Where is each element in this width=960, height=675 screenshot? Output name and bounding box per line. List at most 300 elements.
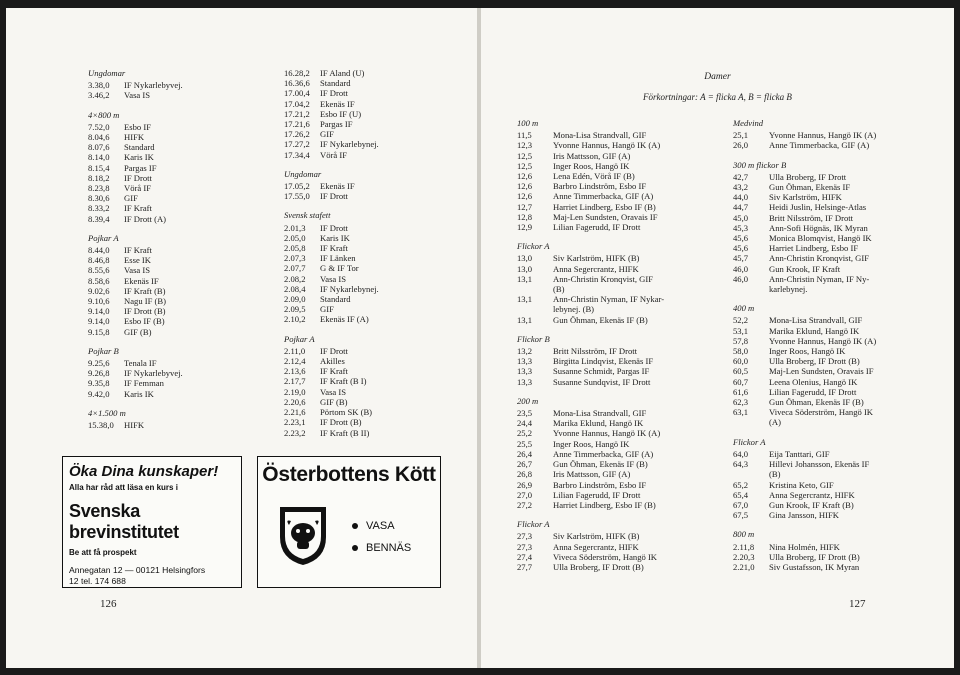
result-time: 60,5 (733, 366, 749, 377)
result-row (88, 296, 238, 306)
result-name: Anne Timmerbacka, GIF (A) (769, 140, 870, 151)
section-heading: 300 m flickor B (733, 159, 787, 170)
result-name: IF Drott (320, 345, 348, 356)
result-name: Siv Karlström, HIFK (769, 192, 842, 203)
result-time: 13,2 (517, 346, 533, 357)
result-row (88, 80, 238, 90)
result-name: Siv Gustafsson, IK Myran (769, 561, 860, 572)
result-time: 17.04,2 (284, 98, 310, 109)
result-time: 2.12,4 (284, 356, 306, 367)
result-name: Harriet Lindberg, Esbo IF (B) (553, 201, 656, 212)
result-row (88, 183, 238, 193)
result-time: 65,4 (733, 489, 749, 500)
result-row (733, 243, 938, 253)
result-name: Mona-Lisa Strandvall, GIF (769, 315, 863, 326)
ad-prospect-text: Be att få prospekt (69, 548, 137, 557)
result-time: 45,3 (733, 222, 749, 233)
result-time: 45,7 (733, 253, 749, 264)
result-time: 27,2 (517, 499, 533, 510)
result-row (284, 294, 444, 304)
result-time: 9.02,6 (88, 285, 110, 296)
result-time: 2.19,0 (284, 386, 306, 397)
result-row (284, 263, 444, 273)
result-name: Leena Olenius, Hangö IK (769, 376, 858, 387)
section-heading: Ungdomar (284, 168, 322, 179)
result-name: Vasa IS (320, 273, 347, 284)
result-row (517, 469, 722, 479)
result-row (88, 173, 238, 183)
result-name: Akilles (320, 356, 345, 367)
result-row (517, 222, 722, 232)
result-row (517, 552, 722, 562)
result-row (733, 253, 938, 263)
result-time: 46,0 (733, 273, 749, 284)
result-name: Pargas IF (124, 162, 157, 173)
result-time: 65,2 (733, 479, 749, 490)
result-time: 9.14,0 (88, 316, 110, 327)
section-heading: Medvind (733, 118, 764, 128)
result-time: 13,1 (517, 273, 533, 284)
result-name: IF Aland (U) (320, 68, 365, 78)
section-heading: Pojkar A (284, 333, 315, 344)
result-name: Inger Roos, Hangö IK (769, 346, 846, 357)
result-name: Ekenäs IF (124, 275, 159, 286)
result-row (284, 139, 444, 149)
result-time: 25,1 (733, 130, 749, 141)
result-time: 2.05,8 (284, 243, 306, 254)
section-heading: Ungdomar (88, 68, 126, 78)
result-time: 9.25,6 (88, 358, 110, 369)
result-name: Vörå IF (320, 149, 347, 160)
result-time: 9.14,0 (88, 306, 110, 317)
result-row (88, 316, 238, 326)
result-name: Vasa IS (124, 90, 151, 101)
right-results-column-1 (517, 118, 722, 572)
ad-headline: Öka Dina kunskaper! (69, 463, 219, 480)
result-row (733, 356, 938, 366)
result-row (733, 315, 938, 325)
result-time: 2.11,8 (733, 541, 755, 552)
result-row (733, 326, 938, 336)
result-name: Karis IK (320, 232, 350, 243)
result-row (517, 449, 722, 459)
result-row (284, 376, 444, 386)
result-name: Ekenäs IF (320, 181, 355, 192)
result-row (284, 366, 444, 376)
result-row (88, 193, 238, 203)
result-name: IF Drott (124, 172, 152, 183)
result-time: 17.27,2 (284, 139, 310, 150)
result-time: 13,3 (517, 376, 533, 387)
result-time: 8.30,6 (88, 193, 110, 204)
result-name: IF Drott (320, 88, 348, 99)
result-time: 8.46,8 (88, 255, 110, 266)
result-row (517, 418, 722, 428)
result-time: 2.01,3 (284, 222, 306, 233)
result-time: 12,5 (517, 160, 533, 171)
result-name: Karis IK (124, 152, 154, 163)
result-row (284, 78, 444, 88)
result-time: 8.33,2 (88, 203, 110, 214)
result-name: Gina Jansson, HIFK (769, 510, 839, 521)
result-time: 27,0 (517, 489, 533, 500)
city-item: BENNÄS (352, 537, 411, 559)
result-row (88, 163, 238, 173)
result-name: Yvonne Hannus, Hangö IK (A) (769, 130, 877, 141)
result-row (284, 346, 444, 356)
result-name: IF Nykarlebynej. (320, 139, 379, 150)
result-time: 12,7 (517, 201, 533, 212)
result-time: 26,9 (517, 479, 533, 490)
result-time: 26,8 (517, 469, 533, 480)
result-time: 13,3 (517, 356, 533, 367)
result-row (284, 119, 444, 129)
result-name: Esbo IF (124, 121, 151, 132)
result-time: 12,6 (517, 171, 533, 182)
result-name: IF Drott (320, 222, 348, 233)
ad-address: Annegatan 12 — 00121 Helsingfors (69, 565, 206, 575)
result-time: 64,3 (733, 459, 749, 470)
result-time: 2.21,6 (284, 407, 306, 418)
result-name: Ann-Christin Kronqvist, GIF (553, 273, 654, 284)
result-name: Barbro Lindström, Esbo IF (553, 479, 647, 490)
result-time: 2.08,2 (284, 273, 306, 284)
result-name: Eija Tanttari, GIF (769, 448, 830, 459)
result-row (284, 68, 444, 78)
result-row (88, 368, 238, 378)
right-page (481, 8, 954, 668)
result-time: 67,5 (733, 510, 749, 521)
result-row (517, 253, 722, 263)
result-time: 8.55,6 (88, 265, 110, 276)
ad-brand-name: Österbottens Kött (262, 463, 436, 486)
result-time: 2.07,7 (284, 263, 306, 274)
result-name: Ulla Broberg, IF Drott (B) (553, 561, 644, 572)
result-row (517, 191, 722, 201)
result-time: 27,7 (517, 561, 533, 572)
result-time: 12,3 (517, 140, 533, 151)
result-row (733, 130, 938, 140)
page-number: 127 (849, 598, 866, 610)
result-name: IF Drott (B) (320, 417, 362, 428)
result-name: Lilian Fagerudd, IF Drott (553, 222, 641, 233)
left-results-column-1 (88, 68, 238, 430)
result-name: Monica Blomqvist, Hangö IK (769, 233, 872, 244)
result-row (517, 346, 722, 356)
result-time: 27,3 (517, 531, 533, 542)
result-row (284, 274, 444, 284)
result-row (733, 336, 938, 346)
bullet-icon (352, 545, 358, 551)
result-name: IF Femman (124, 378, 164, 389)
result-time: 2.23,1 (284, 417, 306, 428)
result-row (284, 284, 444, 294)
result-row (284, 387, 444, 397)
result-time: 46,0 (733, 263, 749, 274)
result-row (517, 490, 722, 500)
result-time: 25,2 (517, 428, 533, 439)
result-time: 42,7 (733, 171, 749, 182)
result-name: Pörtom SK (B) (320, 407, 373, 418)
result-row (284, 129, 444, 139)
result-name: Ekenäs IF (A) (320, 314, 369, 325)
result-name: Gun Öhman, Ekenäs IF (B) (553, 314, 648, 325)
result-time: 2.20,3 (733, 551, 755, 562)
page-title: Damer (704, 72, 731, 82)
result-name: IF Kraft (B II) (320, 427, 370, 438)
result-row (517, 439, 722, 449)
result-time: 16.36,6 (284, 78, 310, 89)
result-time: 16.28,2 (284, 68, 310, 78)
result-time: 2.17,7 (284, 376, 306, 387)
result-row (517, 428, 722, 438)
result-row (88, 306, 238, 316)
result-time: 26,0 (733, 140, 749, 151)
result-row (733, 223, 938, 233)
result-name: GIF (320, 129, 334, 140)
section-heading: 200 m (517, 395, 539, 406)
section-heading: 800 m (733, 529, 755, 540)
result-name: Esbo IF (U) (320, 108, 362, 119)
result-name: Standard (124, 142, 155, 153)
result-row (88, 245, 238, 255)
result-name: Ulla Broberg, IF Drott (B) (769, 356, 860, 367)
result-row (517, 130, 722, 140)
result-time: 64,0 (733, 448, 749, 459)
result-name: Siv Karlström, HIFK (B) (553, 531, 640, 542)
result-row (517, 161, 722, 171)
result-time: 60,0 (733, 356, 749, 367)
ad-tagline: Alla har råd att läsa en kurs i (69, 483, 178, 492)
result-row (88, 327, 238, 337)
result-name: G & IF Tor (320, 263, 359, 274)
section-heading: Flickor A (517, 241, 550, 252)
result-name: Inger Roos, Hangö IK (553, 438, 630, 449)
result-row (733, 490, 938, 500)
result-time: 13,0 (517, 253, 533, 264)
section-heading: Flickor A (733, 436, 766, 447)
result-time: 13,3 (517, 366, 533, 377)
result-name: Viveca Söderström, Hangö IK (769, 407, 874, 418)
result-row (517, 500, 722, 510)
result-time: 12,8 (517, 211, 533, 222)
result-name: GIF (124, 193, 138, 204)
result-time: 45,6 (733, 243, 749, 254)
result-name: Vasa IS (320, 386, 347, 397)
result-time: 17.05,2 (284, 181, 310, 192)
result-name: Lena Edén, Vörå IF (B) (553, 171, 635, 182)
result-time: 12,9 (517, 222, 533, 233)
result-time: 8.39,4 (88, 213, 110, 224)
result-row (284, 253, 444, 263)
cow-emblem-icon (276, 503, 330, 567)
page-number: 126 (100, 598, 117, 610)
result-row (517, 294, 722, 304)
result-name: IF Länken (320, 253, 356, 264)
result-name: Anna Segercrantz, HIFK (553, 263, 639, 274)
result-name: IF Kraft (B) (124, 285, 166, 296)
result-name: Heidi Juslin, Helsinge-Atlas (769, 202, 867, 213)
result-time: 17.34,4 (284, 149, 310, 160)
result-row (733, 377, 938, 387)
result-name: IF Drott (320, 191, 348, 202)
result-row (88, 255, 238, 265)
result-time: 15.38,0 (88, 420, 114, 431)
result-row (88, 203, 238, 213)
result-row (284, 314, 444, 324)
result-row (284, 109, 444, 119)
result-row (284, 150, 444, 160)
result-name: Marika Eklund, Hangö IK (769, 325, 860, 336)
result-time: 13,1 (517, 294, 533, 305)
result-time: 17.55,0 (284, 191, 310, 202)
result-time: 24,4 (517, 418, 533, 429)
result-name: GIF (B) (124, 326, 152, 337)
abbreviation-note: Förkortningar: A = flicka A, B = flicka B (643, 92, 792, 102)
result-name: Gun Öhman, Ekenäs IF (769, 182, 851, 193)
result-time: 2.20,6 (284, 396, 306, 407)
result-name: IF Kraft (320, 243, 348, 254)
result-row (88, 152, 238, 162)
result-row (88, 389, 238, 399)
result-name: Marika Eklund, Hangö IK (553, 418, 644, 429)
result-row (88, 90, 238, 100)
result-row (88, 132, 238, 142)
result-time: 8.04,6 (88, 132, 110, 143)
result-name: Lilian Fagerudd, IF Drott (553, 489, 641, 500)
section-heading: 4×800 m (88, 109, 120, 120)
result-time: 13,1 (517, 314, 533, 325)
result-time: 11,5 (517, 130, 532, 141)
osterbottens-kott-advertisement (257, 456, 441, 588)
result-time: 23,5 (517, 408, 533, 419)
result-name: Susanne Sundqvist, IF Drott (553, 376, 651, 387)
result-time: 9.10,6 (88, 296, 110, 307)
result-name: Ann-Christin Kronqvist, GIF (769, 253, 870, 264)
result-name: Nagu IF (B) (124, 296, 167, 307)
result-time: 27,4 (517, 551, 533, 562)
result-row (284, 233, 444, 243)
result-time: 8.23,8 (88, 183, 110, 194)
result-row (733, 480, 938, 490)
result-time: 2.13,6 (284, 366, 306, 377)
result-time: 7.52,0 (88, 121, 110, 132)
result-name: Barbro Lindström, Esbo IF (553, 181, 647, 192)
result-name: Ekenäs IF (320, 98, 355, 109)
result-name: Iris Mattsson, GIF (A) (553, 150, 631, 161)
result-time: 26,4 (517, 448, 533, 459)
result-time: 62,3 (733, 397, 749, 408)
result-name: Nina Holmén, HIFK (769, 541, 840, 552)
result-name: Vasa IS (124, 265, 151, 276)
result-time: 12,6 (517, 181, 533, 192)
result-name: Vörå IF (124, 183, 151, 194)
result-name: Siv Karlström, HIFK (B) (553, 253, 640, 264)
result-name: Gun Öhman, Ekenäs IF (B) (769, 397, 864, 408)
result-row (88, 276, 238, 286)
result-name: Susanne Schmidt, Pargas IF (553, 366, 650, 377)
ad-city-list (352, 515, 411, 559)
result-time: 3.46,2 (88, 90, 110, 101)
result-row (284, 417, 444, 427)
result-time: 9.26,8 (88, 368, 110, 379)
result-row (733, 407, 938, 417)
result-row (517, 377, 722, 387)
result-name: Yvonne Hannus, Hangö IK (A) (769, 335, 877, 346)
result-time: 8.07,6 (88, 142, 110, 153)
result-row (733, 562, 938, 572)
result-time: 2.09,0 (284, 294, 306, 305)
result-time: 53,1 (733, 325, 749, 336)
result-time: 2.10,2 (284, 314, 306, 325)
result-row (733, 346, 938, 356)
result-time: 57,8 (733, 335, 749, 346)
result-row (88, 420, 238, 430)
result-row (284, 407, 444, 417)
result-name: HIFK (124, 132, 145, 143)
result-row (733, 140, 938, 150)
result-name: Standard (320, 78, 351, 89)
result-time: 58,0 (733, 346, 749, 357)
section-heading: 4×1.500 m (88, 407, 126, 418)
result-row (517, 171, 722, 181)
result-row (733, 172, 938, 182)
result-time: 2.08,4 (284, 283, 306, 294)
section-heading: Pojkar B (88, 345, 119, 356)
result-time: 25,5 (517, 438, 533, 449)
result-name: IF Nykarlebyvej. (124, 80, 183, 91)
result-time: 17.21,6 (284, 119, 310, 130)
result-name: Ann-Christin Nyman, IF Nykar- (553, 294, 665, 305)
result-name: Harriet Lindberg, Esbo IF (B) (553, 499, 656, 510)
result-row (733, 449, 938, 459)
result-row (733, 387, 938, 397)
result-name: Anna Segercrantz, HIFK (553, 541, 639, 552)
result-name: IF Kraft (124, 245, 152, 256)
result-time: 2.09,5 (284, 304, 306, 315)
result-time: 27,3 (517, 541, 533, 552)
result-row (733, 202, 938, 212)
result-name: GIF (B) (320, 396, 348, 407)
result-row (88, 286, 238, 296)
result-row (284, 356, 444, 366)
result-row (517, 356, 722, 366)
result-name: Esbo IF (B) (124, 316, 165, 327)
result-row (517, 531, 722, 541)
section-heading: Pojkar A (88, 232, 119, 243)
result-row (517, 264, 722, 274)
result-time: 60,7 (733, 376, 749, 387)
result-name: IF Nykarlebyvej. (124, 368, 183, 379)
result-time: 17.21,2 (284, 108, 310, 119)
result-row (88, 358, 238, 368)
result-row (284, 223, 444, 233)
section-heading: Flickor B (517, 333, 550, 344)
ad-brand-name: Svenska brevinstitutet (69, 501, 179, 542)
result-name: Birgitta Lindqvist, Ekenäs IF (553, 356, 654, 367)
result-time: 2.21,0 (733, 561, 755, 572)
result-row (517, 408, 722, 418)
result-time: 12,6 (517, 191, 533, 202)
result-row (517, 562, 722, 572)
result-name: IF Nykarlebynej. (320, 283, 379, 294)
result-name: Lilian Fagerudd, IF Drott (769, 386, 857, 397)
result-continuation: karlebynej. (769, 284, 808, 295)
result-row (733, 264, 938, 274)
result-name: IF Drott (B) (124, 306, 166, 317)
result-row (733, 274, 938, 284)
result-time: 8.44,0 (88, 245, 110, 256)
